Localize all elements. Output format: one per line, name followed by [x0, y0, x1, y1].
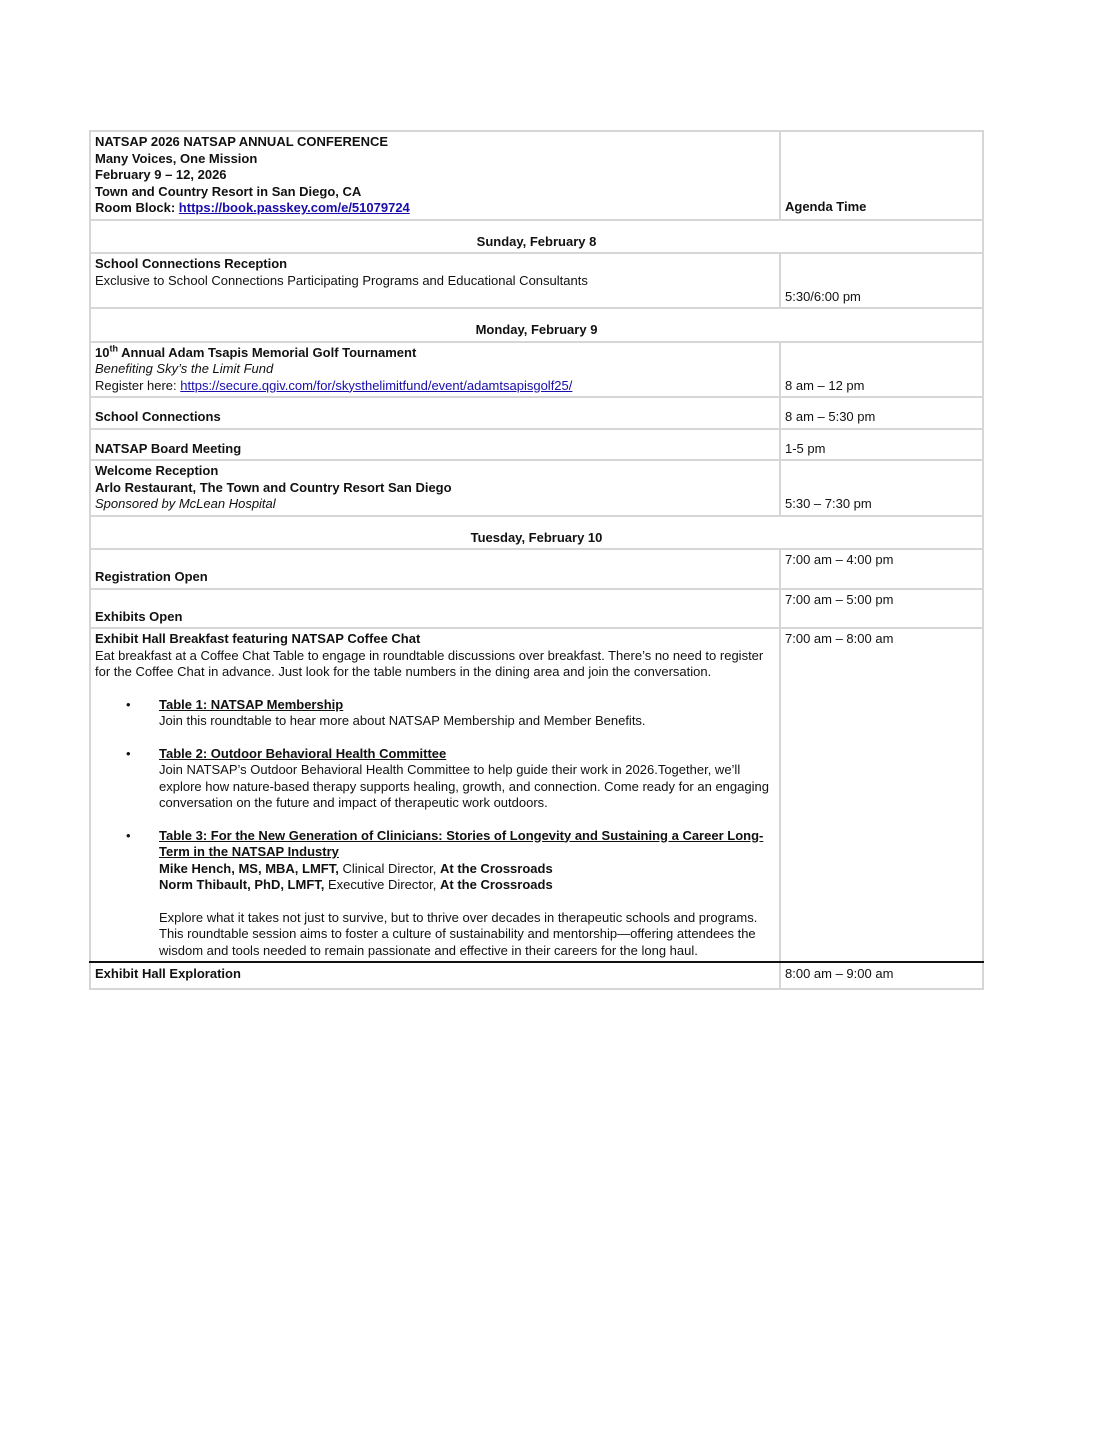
room-block-label: Room Block: [95, 200, 176, 215]
coffee-chat-tables [95, 697, 775, 960]
table-desc: Join NATSAP’s Outdoor Behavioral Health Committee to help guide their work in 2026.Together, we’ll explore how nature-based therapy supports healing, growth, and connection. Come ready for an engaging conversation on the future and impact of therapeutic work outdoors. [159, 762, 769, 810]
bullet-icon: • [126, 827, 131, 843]
session-time: 7:00 am – 5:00 pm [780, 589, 983, 629]
session-row [90, 589, 983, 629]
session-title: School Connections [95, 409, 221, 424]
session-title: Exhibit Hall Breakfast featuring NATSAP Coffee Chat [95, 631, 421, 646]
session-time: 7:00 am – 4:00 pm [780, 549, 983, 589]
day-label-tuesday: Tuesday, February 10 [90, 516, 983, 550]
day-label-monday: Monday, February 9 [90, 308, 983, 342]
session-time: 8 am – 5:30 pm [780, 397, 983, 429]
speaker-name: Mike Hench, MS, MBA, LMFT, [159, 860, 339, 876]
bullet-icon: • [126, 696, 131, 712]
speaker-role: Executive Director, [324, 877, 440, 892]
list-item [126, 827, 775, 960]
session-row [90, 460, 983, 516]
title-number: 10 [95, 344, 110, 360]
speaker-org: At the Crossroads [440, 877, 553, 892]
session-desc: Exclusive to School Connections Participating Programs and Educational Consultants [95, 272, 588, 288]
table-title: Table 1: NATSAP Membership [159, 696, 344, 712]
bullet-icon: • [126, 745, 131, 761]
list-item [126, 745, 775, 812]
session-benefit: Benefiting Sky’s the Limit Fund [95, 361, 274, 376]
speaker-org: At the Crossroads [439, 860, 553, 876]
session-cell [90, 589, 780, 629]
speaker-line [159, 877, 775, 894]
table-title: Table 3: For the New Generation of Clinicians: Stories of Longevity and Sustaining a Career Long-Term in the NATSAP Industry [159, 827, 764, 859]
speaker-role: Clinical Director, [338, 860, 440, 876]
session-time: 5:30 – 7:30 pm [780, 460, 983, 516]
session-title: Welcome Reception [95, 463, 219, 478]
spacer [159, 894, 775, 910]
table-desc: Explore what it takes not just to survive, but to thrive over decades in therapeutic schools and programs. This roundtable session aims to foster a culture of sustainability and mentorship—offering attendees the wisdom and tools needed to remain passionate and effective in their careers for the long haul. [159, 909, 758, 958]
session-time: 5:30/6:00 pm [780, 253, 983, 308]
session-title: School Connections Reception [95, 256, 288, 271]
session-title: Exhibits Open [95, 608, 183, 624]
day-row-sunday [90, 220, 983, 254]
session-title: Exhibit Hall Exploration [95, 966, 241, 981]
agenda-time-header: Agenda Time [780, 131, 983, 220]
register-link[interactable]: https://secure.qgiv.com/for/skysthelimitfund/event/adamtsapisgolf25/ [180, 377, 573, 393]
title-suffix: th [109, 343, 118, 354]
session-cell [90, 628, 780, 962]
speaker-name: Norm Thibault, PhD, LMFT, [159, 877, 325, 892]
session-row [90, 253, 983, 308]
day-row-tuesday [90, 516, 983, 550]
session-cell [90, 253, 780, 308]
session-time: 1-5 pm [780, 429, 983, 461]
session-cell [90, 429, 780, 461]
register-line [95, 378, 775, 395]
list-item [126, 696, 775, 730]
room-block-link[interactable]: https://book.passkey.com/e/51079724 [178, 200, 410, 215]
session-time: 8:00 am – 9:00 am [780, 962, 983, 989]
session-row [90, 549, 983, 589]
title-text: Annual Adam Tsapis Memorial Golf Tournament [117, 344, 417, 360]
agenda-table [89, 130, 984, 990]
session-cell [90, 397, 780, 429]
header-row [90, 131, 983, 220]
session-time: 7:00 am – 8:00 am [780, 628, 983, 962]
session-sponsor: Sponsored by McLean Hospital [95, 496, 276, 511]
session-cell [90, 342, 780, 398]
session-row [90, 628, 983, 962]
speaker-line [159, 861, 775, 878]
conference-venue: Town and Country Resort in San Diego, CA [95, 183, 362, 199]
conference-info-cell [90, 131, 780, 220]
day-row-monday [90, 308, 983, 342]
session-cell [90, 549, 780, 589]
room-block [95, 200, 775, 217]
session-cell [90, 962, 780, 989]
session-cell [90, 460, 780, 516]
session-row [90, 429, 983, 461]
table-title: Table 2: Outdoor Behavioral Health Committee [159, 745, 447, 761]
conference-title: NATSAP 2026 NATSAP ANNUAL CONFERENCE [95, 134, 389, 149]
conference-dates: February 9 – 12, 2026 [95, 167, 227, 182]
session-title [95, 345, 775, 362]
register-label: Register here: [95, 377, 181, 393]
day-label-sunday: Sunday, February 8 [90, 220, 983, 254]
session-row [90, 397, 983, 429]
table-desc: Join this roundtable to hear more about NATSAP Membership and Member Benefits. [159, 713, 646, 728]
session-title: NATSAP Board Meeting [95, 440, 242, 456]
session-title: Registration Open [95, 569, 208, 584]
conference-tagline: Many Voices, One Mission [95, 150, 258, 166]
session-time: 8 am – 12 pm [780, 342, 983, 398]
spacer [95, 289, 775, 305]
session-location: Arlo Restaurant, The Town and Country Resort San Diego [95, 479, 452, 495]
session-row [90, 342, 983, 398]
session-desc: Eat breakfast at a Coffee Chat Table to engage in roundtable discussions over breakfast. There’s no need to register for the Coffee Chat in advance. Just look for the table numbers in the dining area and join the conversation. [95, 647, 764, 679]
session-row [90, 962, 983, 989]
